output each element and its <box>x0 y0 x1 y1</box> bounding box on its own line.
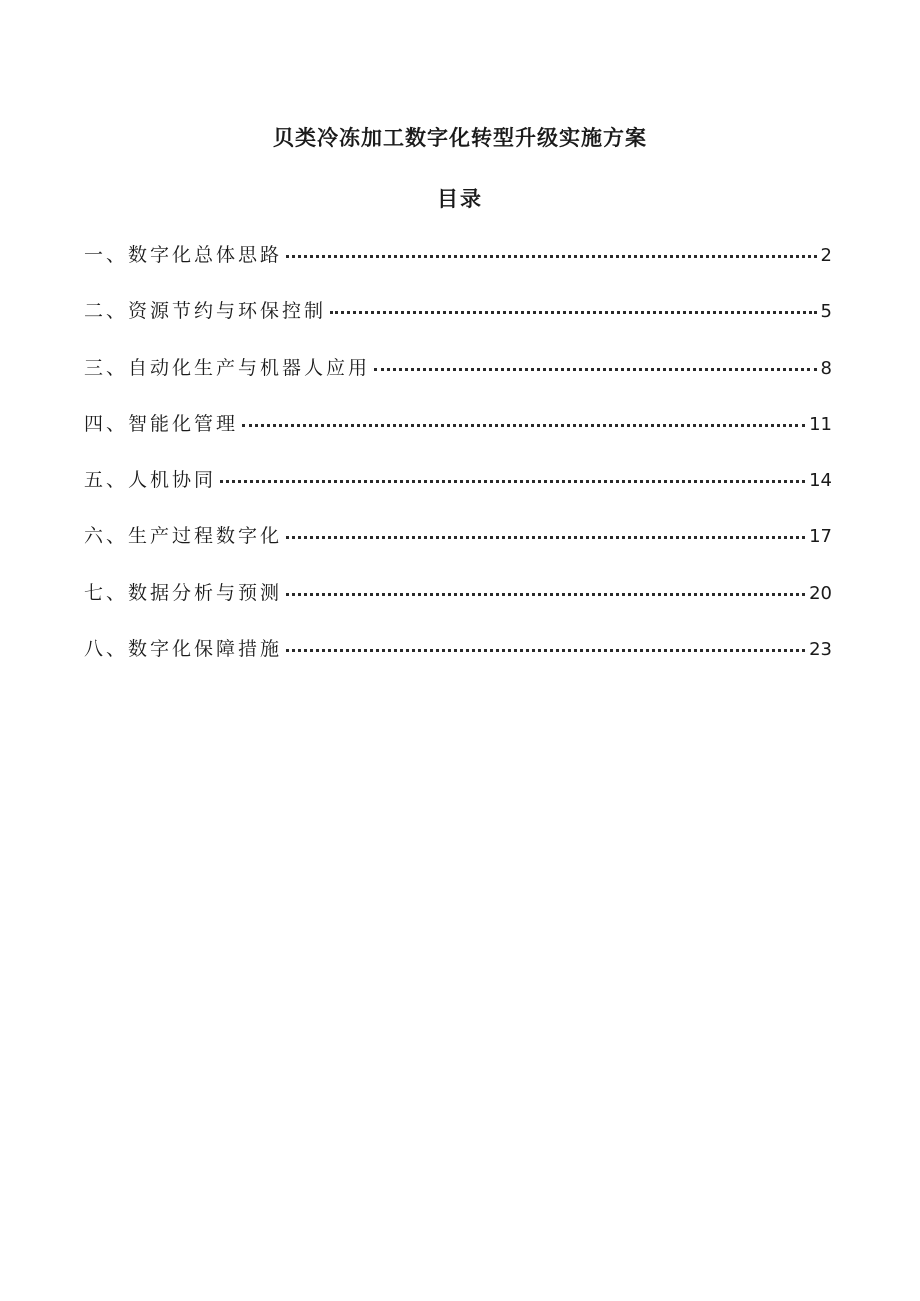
toc-heading: 目录 <box>437 186 483 211</box>
toc-entry-page: 20 <box>809 582 832 604</box>
toc-entry[interactable] <box>84 296 832 352</box>
toc-leader-dots <box>286 649 805 652</box>
toc-entry[interactable] <box>84 465 832 521</box>
toc-leader-dots <box>286 536 805 539</box>
toc-entry[interactable] <box>84 353 832 409</box>
toc-list <box>84 240 832 690</box>
toc-entry[interactable] <box>84 409 832 465</box>
toc-entry-page: 17 <box>809 526 832 548</box>
toc-entry-page: 5 <box>820 301 832 323</box>
toc-leader-dots <box>330 311 817 314</box>
toc-entry-label: 八、数字化保障措施 <box>84 638 283 661</box>
toc-leader-dots <box>286 255 817 258</box>
toc-leader-dots <box>242 424 805 427</box>
toc-entry-label: 六、生产过程数字化 <box>84 525 283 548</box>
toc-entry-label: 四、智能化管理 <box>84 412 239 435</box>
toc-entry-page: 2 <box>820 245 832 266</box>
toc-entry-label: 三、自动化生产与机器人应用 <box>84 356 371 379</box>
toc-entry-page: 8 <box>820 357 832 379</box>
toc-entry-label: 一、数字化总体思路 <box>84 244 283 266</box>
toc-entry-page: 23 <box>809 639 832 661</box>
toc-entry-label: 五、人机协同 <box>84 469 217 492</box>
toc-entry-page: 14 <box>809 470 832 492</box>
toc-leader-dots <box>220 480 805 483</box>
toc-entry-label: 七、数据分析与预测 <box>84 581 283 604</box>
toc-entry[interactable] <box>84 634 832 690</box>
toc-entry[interactable] <box>84 240 832 296</box>
toc-entry-label: 二、资源节约与环保控制 <box>84 300 327 323</box>
toc-entry[interactable] <box>84 521 832 577</box>
toc-entry[interactable] <box>84 578 832 634</box>
toc-entry-page: 11 <box>809 413 832 435</box>
document-title: 贝类冷冻加工数字化转型升级实施方案 <box>273 125 647 150</box>
toc-leader-dots <box>286 593 805 596</box>
toc-leader-dots <box>374 368 817 371</box>
